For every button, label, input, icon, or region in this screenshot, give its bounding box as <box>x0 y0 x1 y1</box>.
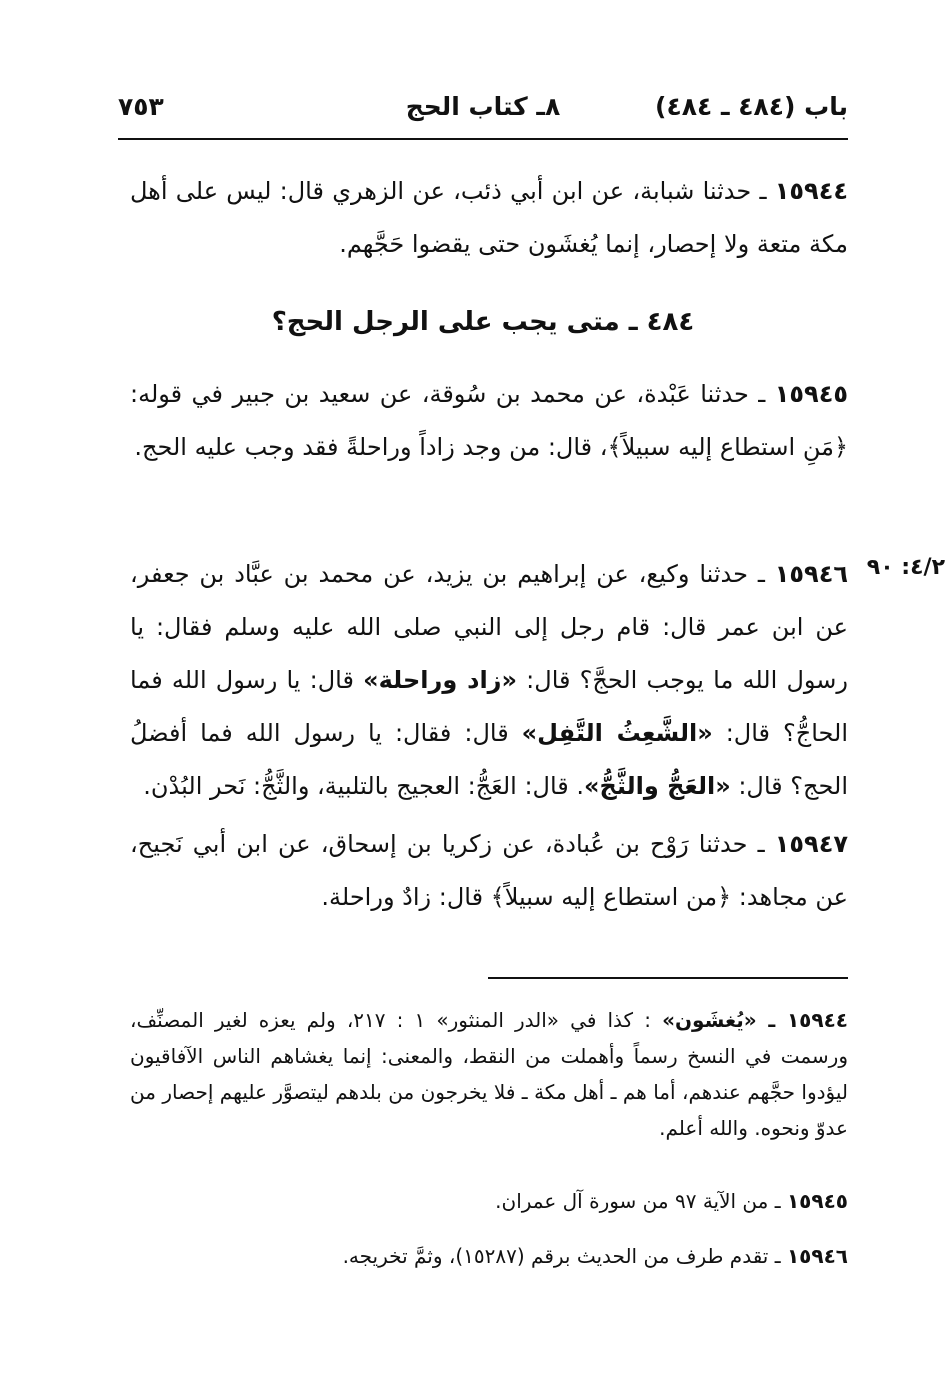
header-rule <box>118 138 848 140</box>
hadith-text-c: قال: فقال: يا رسول الله فما أفضلُ الحج؟ قال: <box>130 719 848 800</box>
footnote-text: ـ تقدم طرف من الحديث برقم (١٥٢٨٧)، وثمَّ تخريجه. <box>342 1244 787 1268</box>
prophetic-quote: «الشَّعِثُ التَّفِل» <box>521 719 713 747</box>
hadith-15944 <box>130 165 848 271</box>
chapter-title: ٨ـ كتاب الحج <box>405 91 561 121</box>
footnote-15946 <box>130 1238 848 1274</box>
hadith-15947 <box>130 818 848 924</box>
prophetic-quote: «العَجُّ والثَّجُّ» <box>584 772 731 800</box>
hadith-15946 <box>130 548 848 813</box>
hadith-text-d: . قال: العَجُّ: العجيج بالتلبية، والثَّجُّ: نَحر البُدْن. <box>143 772 585 800</box>
footnote-text: ـ من الآية ٩٧ من سورة آل عمران. <box>495 1189 787 1213</box>
hadith-text: ـ حدثنا شبابة، عن ابن أبي ذئب، عن الزهري قال: ليس على أهل مكة متعة ولا إحصار، إنما يُغشَون حتى يقضوا حَجَّهم. <box>130 177 848 258</box>
hadith-text: ـ حدثنا رَوْح بن عُبادة، عن زكريا بن إسحاق، عن ابن أبي نَجيح، عن مجاهد: ﴿من استطاع إليه سبيلاً﴾ قال: زادٌ وراحلة. <box>130 830 848 911</box>
hadith-number: ١٥٩٤٧ <box>774 830 848 858</box>
hadith-number: ١٥٩٤٦ <box>774 560 848 588</box>
hadith-15945 <box>130 368 848 474</box>
footnote-number: ١٥٩٤٥ <box>786 1189 848 1213</box>
footnote-number: ١٥٩٤٤ <box>786 1008 848 1032</box>
running-header <box>118 84 848 128</box>
page-number: ٧٥٣ <box>118 91 164 121</box>
section-title: ٤٨٤ ـ متى يجب على الرجل الحج؟ <box>271 307 695 337</box>
section-range: باب (٤٨٤ ـ ٤٨٤) <box>655 91 848 121</box>
hadith-text-a: ـ حدثنا وكيع، عن إبراهيم بن يزيد، عن محمد بن عبَّاد بن جعفر، عن ابن عمر قال: قام رجل إلى النبي صلى الله عليه وسلم فقال: يا رسول الله ما يوجب الحجَّ؟ قال: <box>130 560 848 694</box>
hadith-text-b: قال: يا رسول الله فما الحاجُّ؟ قال: <box>130 666 848 747</box>
footnote-rule <box>488 977 848 979</box>
margin-reference: ٤/٢: ٩٠ <box>866 555 945 580</box>
hadith-number: ١٥٩٤٥ <box>774 380 848 408</box>
hadith-number: ١٥٩٤٤ <box>774 177 848 205</box>
footnote-lead: ـ «يُغشَون» <box>662 1008 787 1032</box>
hadith-text: ـ حدثنا عَبْدة، عن محمد بن سُوقة، عن سعيد بن جبير في قوله: ﴿مَنِ استطاع إليه سبيلاً﴾، قال: من وجد زاداً وراحلةً فقد وجب عليه الحج. <box>130 380 848 461</box>
footnote-number: ١٥٩٤٦ <box>786 1244 848 1268</box>
footnote-15944 <box>130 1002 848 1146</box>
footnote-15945 <box>130 1183 848 1219</box>
prophetic-quote: «زاد وراحلة» <box>363 666 517 694</box>
footnote-text: : كذا في «الدر المنثور» ١ : ٢١٧، ولم يعزه لغير المصنِّف، ورسمت في النسخ رسماً وأهملت من النقط، والمعنى: إنما يغشاهم الناس الآفاقيون ليؤدوا حجَّهم عندهم، أما هم ـ أهل مكة ـ فلا يخرجون من بلدهم ليتصوَّر عليهم إحصار من عدوّ ونحوه. والله أعلم. <box>130 1008 848 1140</box>
